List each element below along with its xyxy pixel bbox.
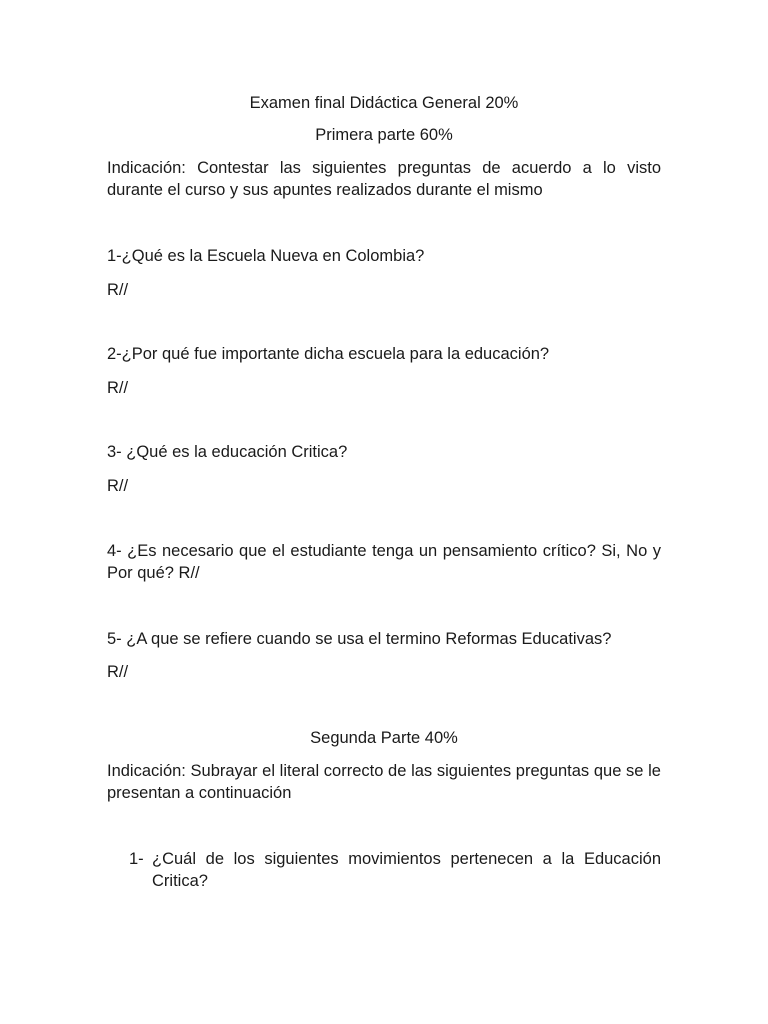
answer-2: R// — [107, 379, 129, 397]
answer-3: R// — [107, 477, 129, 495]
part2-question-1 — [129, 848, 661, 892]
answer-1: R// — [107, 281, 129, 299]
question-5: 5- ¿A que se refiere cuando se usa el termino Reformas Educativas? — [107, 630, 612, 648]
part2-question-1-text: ¿Cuál de los siguientes movimientos pertenecen a la Educación Critica? — [152, 850, 661, 890]
part2-instruction: Indicación: Subrayar el literal correcto de las siguientes preguntas que se le presentan a continuación — [107, 762, 661, 802]
part2-heading: Segunda Parte 40% — [310, 729, 458, 747]
question-4: 4- ¿Es necesario que el estudiante tenga un pensamiento crítico? Si, No y Por qué? R// — [107, 542, 661, 582]
part1-instruction: Indicación: Contestar las siguientes preguntas de acuerdo a lo visto durante el curso y sus apuntes realizados durante el mismo — [107, 159, 661, 199]
part2-question-1-number: 1- — [129, 850, 144, 868]
question-3: 3- ¿Qué es la educación Critica? — [107, 443, 348, 461]
answer-5: R// — [107, 663, 129, 681]
exam-title: Examen final Didáctica General 20% — [249, 94, 519, 112]
question-1: 1-¿Qué es la Escuela Nueva en Colombia? — [107, 247, 425, 265]
question-2: 2-¿Por qué fue importante dicha escuela para la educación? — [107, 345, 550, 363]
part1-heading: Primera parte 60% — [315, 126, 453, 144]
